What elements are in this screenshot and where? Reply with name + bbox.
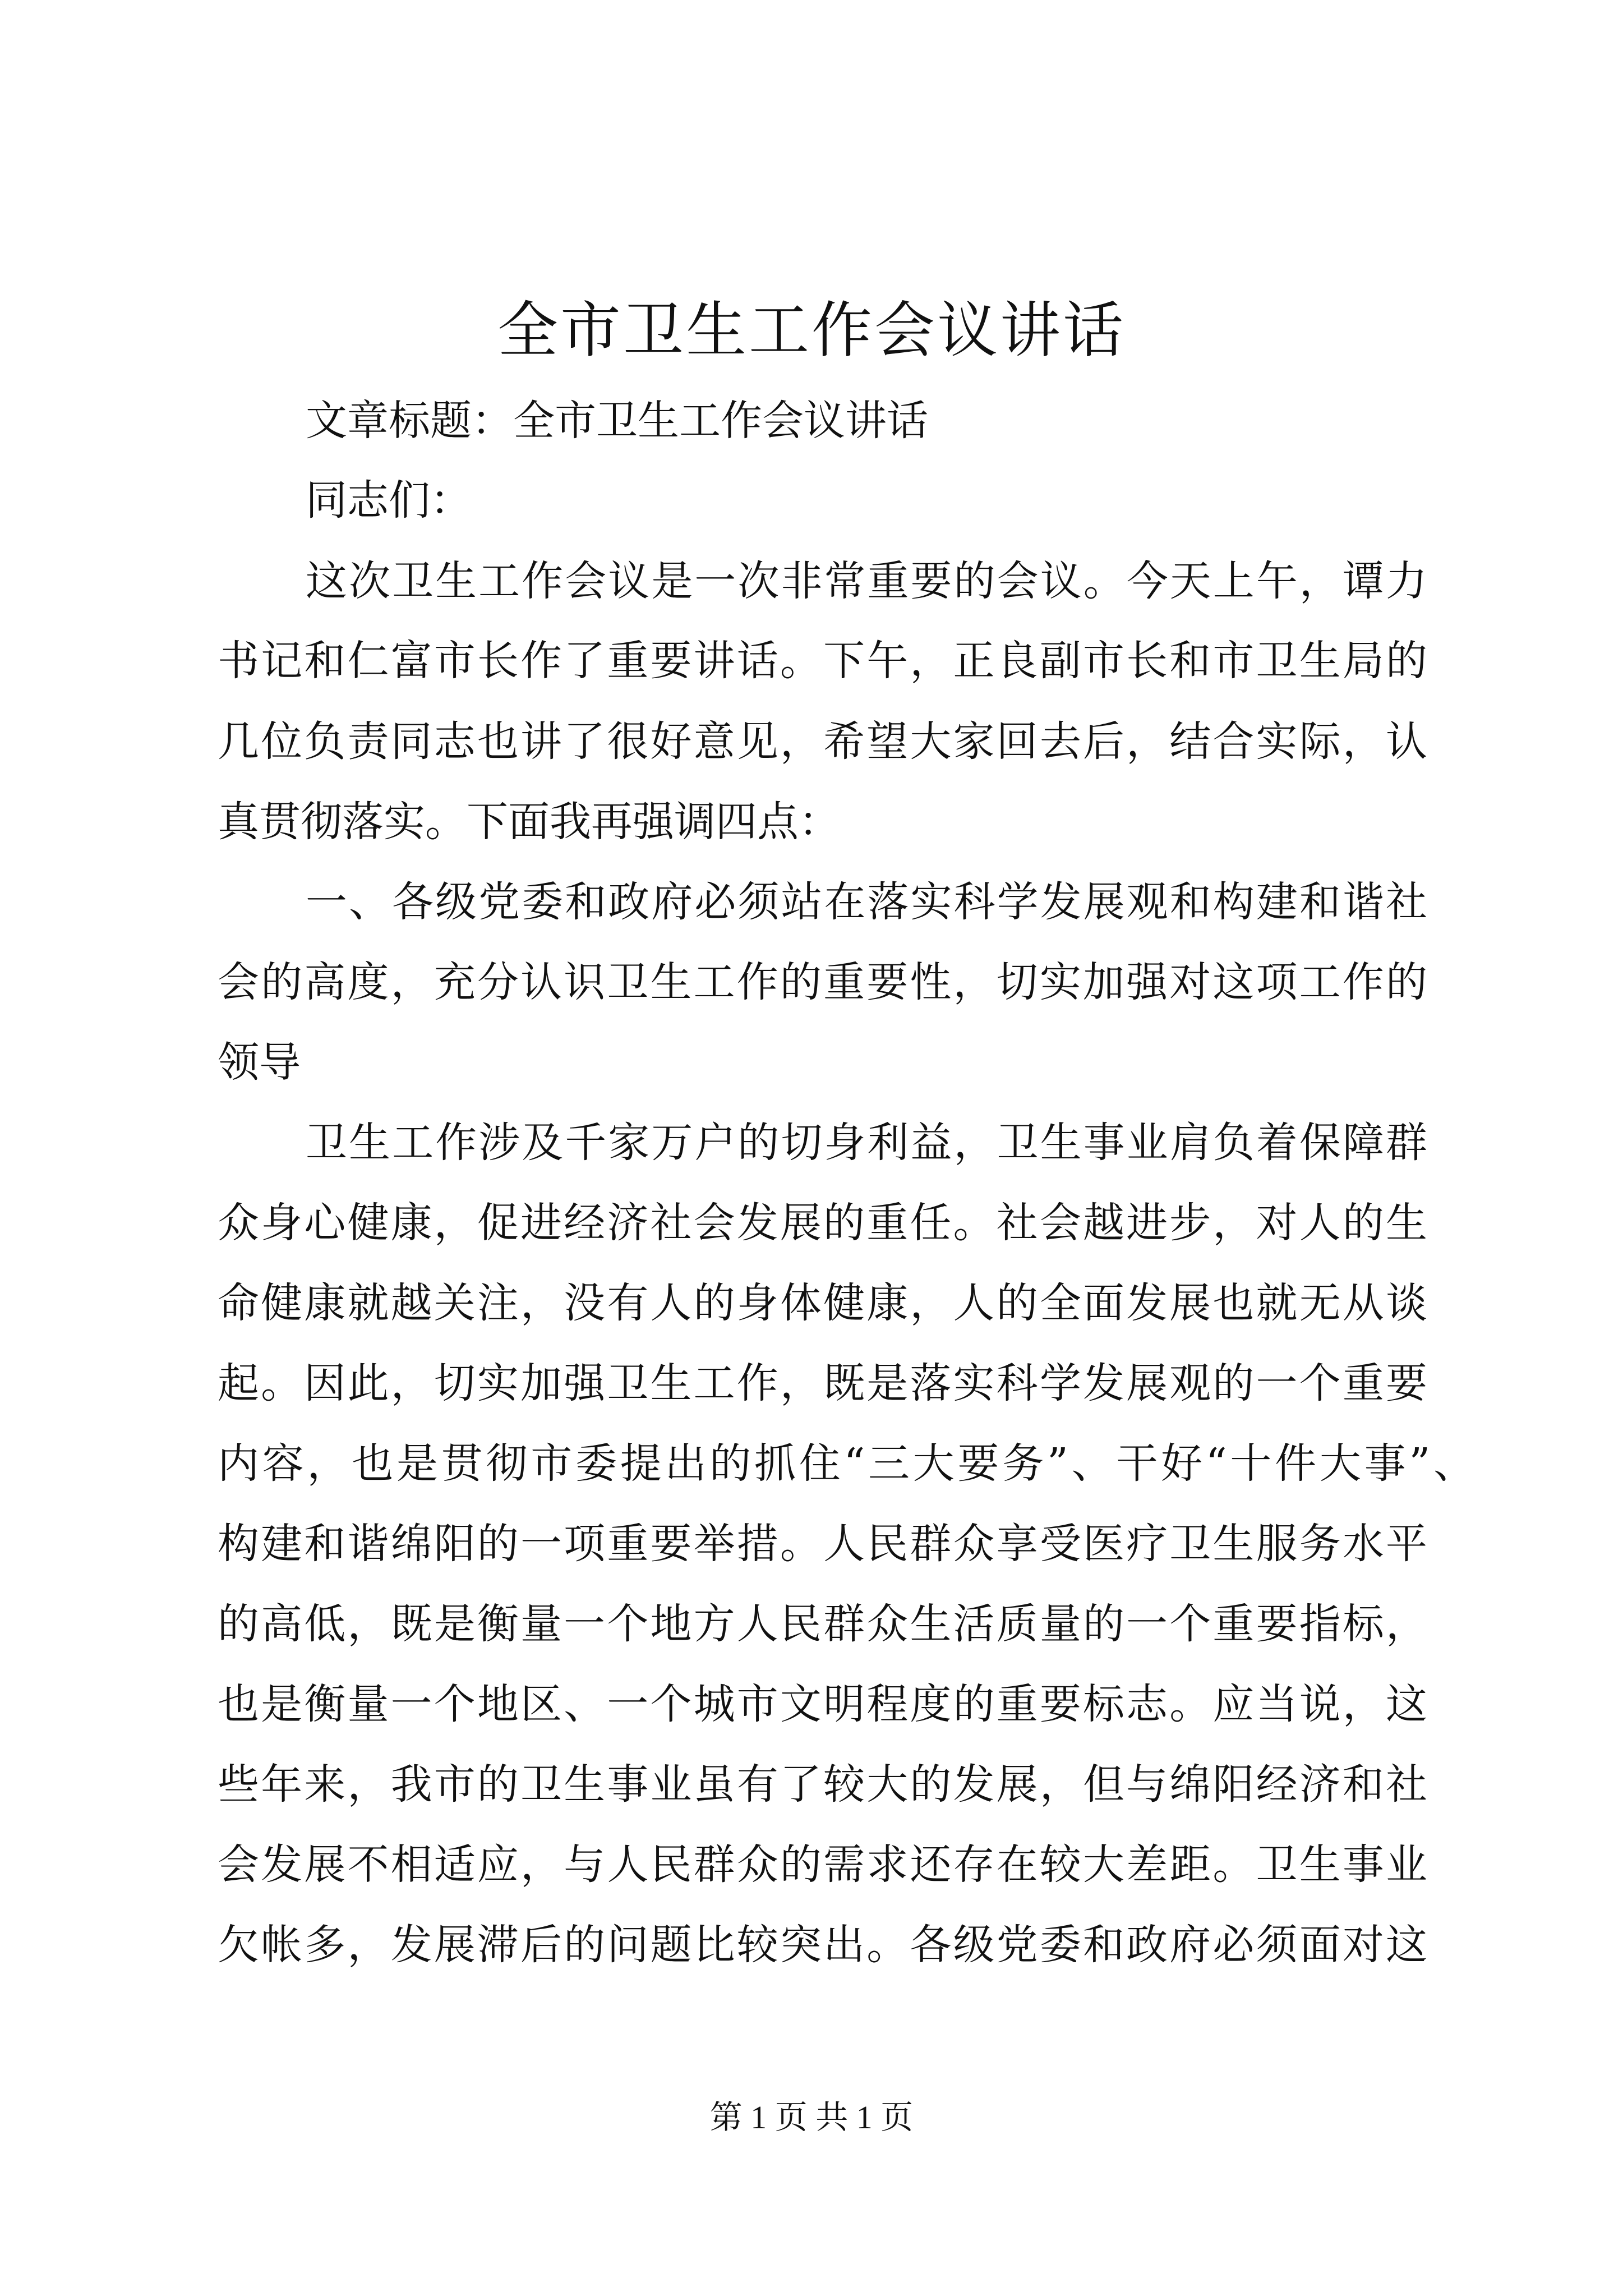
paragraph-2-line-2: 众身心健康，促进经济社会发展的重任。社会越进步，对人的生 <box>218 1199 1427 1247</box>
paragraph-1-line-2: 书记和仁富市长作了重要讲话。下午，正良副市长和市卫生局的 <box>218 637 1427 685</box>
paragraph-1-line-3: 几位负责同志也讲了很好意见，希望大家回去后，结合实际，认 <box>218 717 1427 766</box>
section-heading-line-3: 领导 <box>218 1038 301 1087</box>
paragraph-2-line-11: 欠帐多，发展滞后的问题比较突出。各级党委和政府必须面对这 <box>218 1921 1427 1969</box>
paragraph-2-line-5: 内容，也是贯彻市委提出的抓住“三大要务”、干好“十件大事”、 <box>218 1439 1475 1488</box>
paragraph-2-line-8: 也是衡量一个地区、一个城市文明程度的重要标志。应当说，这 <box>218 1680 1427 1728</box>
paragraph-1-line-4: 真贯彻落实。下面我再强调四点： <box>218 798 840 846</box>
paragraph-2-line-3: 命健康就越关注，没有人的身体健康，人的全面发展也就无从谈 <box>218 1279 1427 1327</box>
document-title: 全市卫生工作会议讲话 <box>497 296 1126 366</box>
paragraph-2-line-10: 会发展不相适应，与人民群众的需求还存在较大差距。卫生事业 <box>218 1841 1427 1889</box>
page-footer: 第 1 页 共 1 页 <box>709 2099 914 2136</box>
paragraph-2-line-6: 构建和谐绵阳的一项重要举措。人民群众享受医疗卫生服务水平 <box>218 1520 1427 1568</box>
article-title-line: 文章标题：全市卫生工作会议讲话 <box>306 397 928 445</box>
paragraph-2-line-9: 些年来，我市的卫生事业虽有了较大的发展，但与绵阳经济和社 <box>218 1760 1427 1809</box>
paragraph-1-line-1: 这次卫生工作会议是一次非常重要的会议。今天上午，谭力 <box>306 557 1427 605</box>
paragraph-2-line-7: 的高低，既是衡量一个地方人民群众生活质量的一个重要指标， <box>218 1600 1427 1648</box>
section-heading-line-2: 会的高度，充分认识卫生工作的重要性，切实加强对这项工作的 <box>218 958 1427 1006</box>
paragraph-2-line-4: 起。因此，切实加强卫生工作，既是落实科学发展观的一个重要 <box>218 1359 1427 1407</box>
section-heading-line-1: 一、各级党委和政府必须站在落实科学发展观和构建和谐社 <box>306 878 1427 926</box>
salutation: 同志们： <box>306 476 472 524</box>
paragraph-2-line-1: 卫生工作涉及千家万户的切身利益，卫生事业肩负着保障群 <box>306 1119 1427 1167</box>
